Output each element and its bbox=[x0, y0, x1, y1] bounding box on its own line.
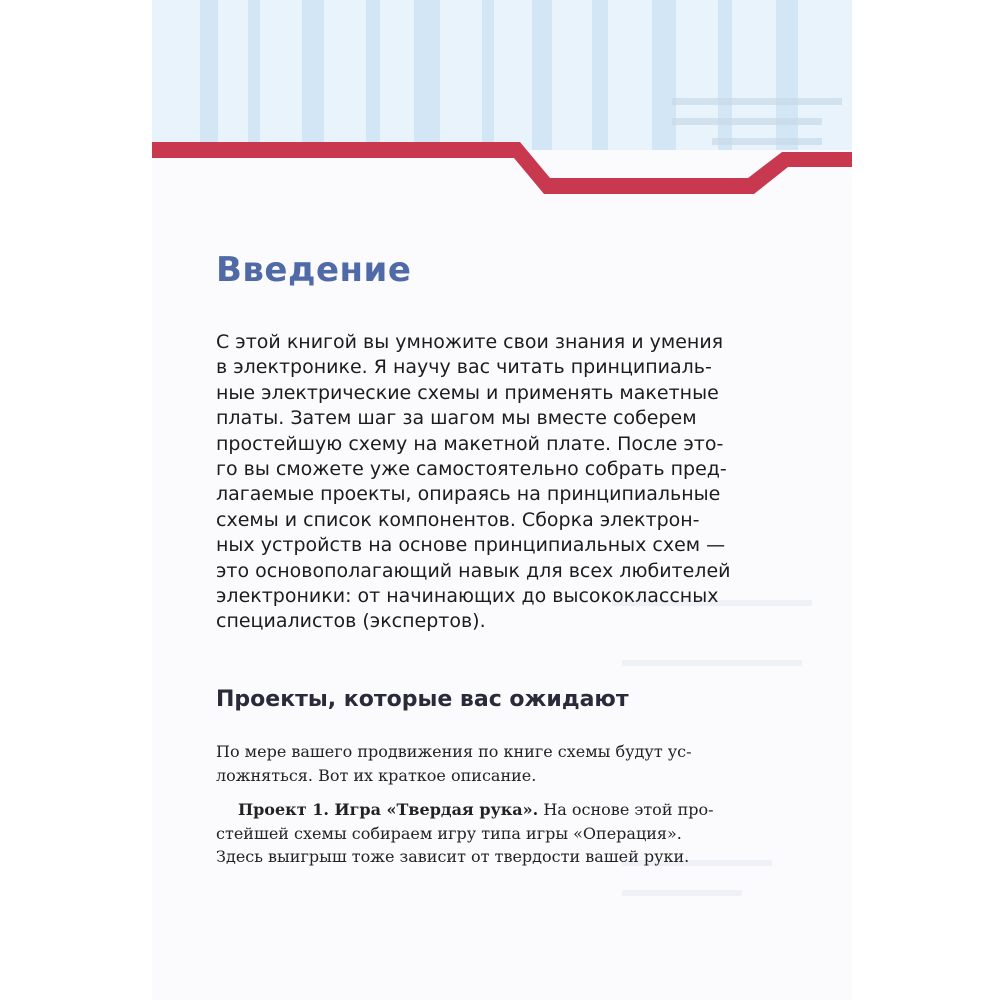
intro-line: лагаемые проекты, опираясь на принципиальные bbox=[216, 483, 721, 506]
intro-line: С этой книгой вы умножите свои знания и умения bbox=[216, 331, 724, 353]
intro-line: в электронике. Я научу вас читать принципиаль- bbox=[216, 356, 712, 379]
intro-line: электроники: от начинающих до высококлассных bbox=[216, 585, 719, 608]
project-1-description bbox=[216, 798, 714, 869]
intro-line: это основополагающий навык для всех любителей bbox=[216, 559, 731, 582]
project-1-label: Проект 1. Игра «Твердая рука». bbox=[238, 800, 539, 819]
paragraph-line: Здесь выигрыш тоже зависит от твердости вашей руки. bbox=[216, 847, 690, 866]
intro-line: го вы сможете уже самостоятельно собрать пред- bbox=[216, 458, 727, 481]
section-heading: Проекты, которые вас ожидают bbox=[216, 687, 629, 712]
intro-line: ные электрические схемы и применять макетные bbox=[216, 381, 719, 404]
intro-line: специалистов (экспертов). bbox=[216, 610, 486, 633]
red-ribbon-shape bbox=[152, 142, 852, 194]
bleed-through-line bbox=[622, 890, 742, 896]
intro-line: ных устройств на основе принципиальных схем — bbox=[216, 534, 726, 557]
paragraph-line: стейшей схемы собираем игру типа игры «Операция». bbox=[216, 823, 682, 843]
bleed-through-line bbox=[622, 660, 802, 666]
paragraph-line: ложняться. Вот их краткое описание. bbox=[216, 765, 537, 785]
header-ribbon bbox=[152, 0, 852, 220]
project-1-text: На основе этой про- bbox=[538, 800, 714, 819]
intro-paragraph bbox=[216, 330, 730, 635]
book-page bbox=[152, 0, 852, 1000]
intro-line: простейшую схему на макетной плате. После это- bbox=[216, 432, 724, 455]
paragraph-line: По мере вашего продвижения по книге схемы будут ус- bbox=[216, 742, 692, 761]
intro-line: платы. Затем шаг за шагом мы вместе соберем bbox=[216, 407, 697, 430]
page-title: Введение bbox=[216, 250, 412, 290]
intro-line: схемы и список компонентов. Сборка электрон- bbox=[216, 508, 700, 531]
section-paragraph bbox=[216, 740, 692, 787]
paragraph-line bbox=[216, 798, 714, 822]
